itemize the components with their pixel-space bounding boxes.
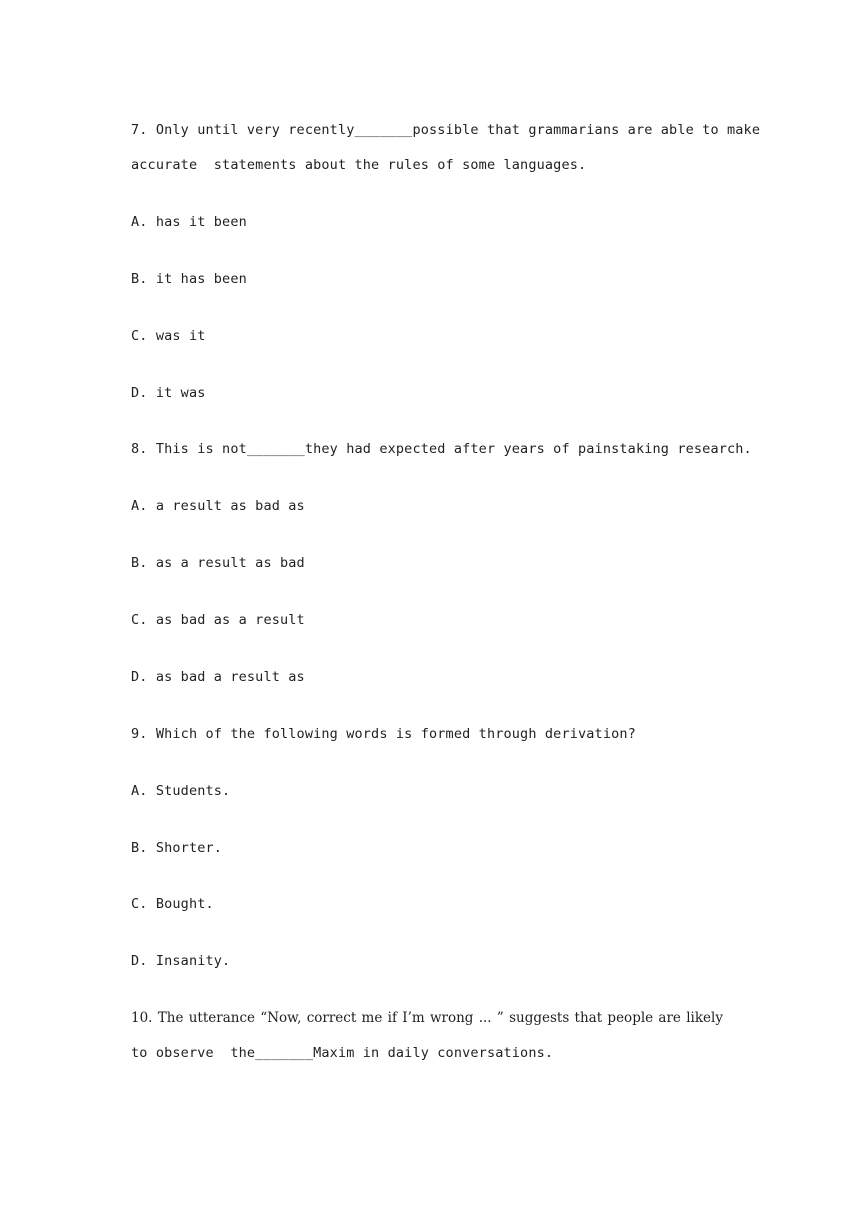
- question-9-option-b: B. Shorter.: [131, 840, 223, 856]
- question-7-stem-line-1: 7. Only until very recently_______possible that grammarians are able to make: [131, 122, 761, 138]
- question-7-stem-line-2: accurate statements about the rules of some languages.: [131, 157, 587, 173]
- question-10-stem-line-2: to observe the_______Maxim in daily conversations.: [131, 1045, 554, 1061]
- question-9-option-a: A. Students.: [131, 783, 231, 799]
- question-8-option-d: D. as bad a result as: [131, 669, 305, 685]
- question-7-option-a: A. has it been: [131, 214, 247, 230]
- question-8-option-a: A. a result as bad as: [131, 498, 305, 514]
- question-9-option-c: C. Bought.: [131, 896, 214, 912]
- question-8-option-c: C. as bad as a result: [131, 612, 305, 628]
- question-9-stem-line-1: 9. Which of the following words is formed through derivation?: [131, 726, 636, 742]
- question-9-option-d: D. Insanity.: [131, 953, 231, 969]
- question-10-stem-line-1: 10. The utterance “Now, correct me if I’m wrong ... ” suggests that people are likely: [131, 1010, 723, 1026]
- question-7-option-d: D. it was: [131, 385, 206, 401]
- question-8-stem-line-1: 8. This is not_______they had expected after years of painstaking research.: [131, 441, 752, 457]
- question-8-option-b: B. as a result as bad: [131, 555, 305, 571]
- question-7-option-c: C. was it: [131, 328, 206, 344]
- question-7-option-b: B. it has been: [131, 271, 247, 287]
